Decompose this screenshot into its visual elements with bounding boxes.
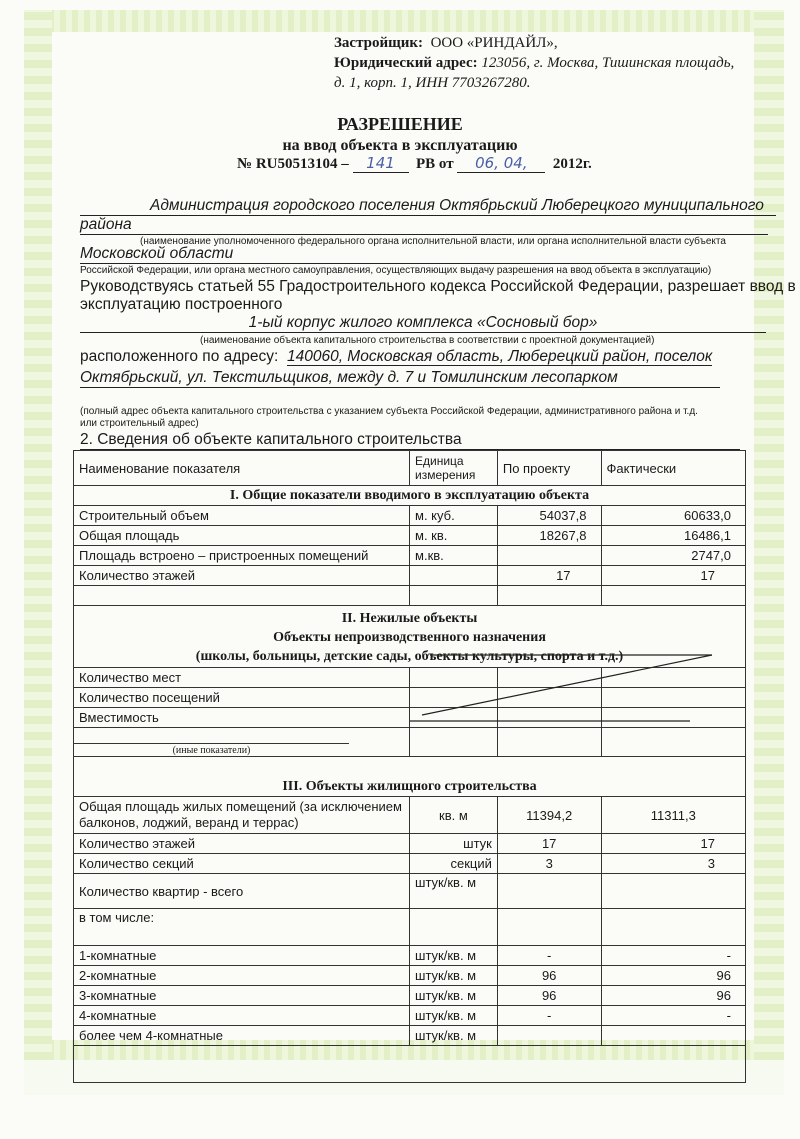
row-name: Общая площадь жилых помещений (за исключением балконов, лоджий, веранд и террас) [74,797,410,834]
object-address-line2: Октябрьский, ул. Текстильщиков, между д. 7 и Томилинским лесопарком [80,369,720,388]
authorization-paragraph-line2: эксплуатацию построенного [80,296,283,313]
row-unit: штук/кв. м [410,986,498,1006]
row-unit: штук/кв. м [410,946,498,966]
authority-line2: района [80,216,768,235]
row-name: в том числе: [74,909,410,946]
permit-number-handwritten: 141 [353,154,409,173]
row-project: 96 [497,966,601,986]
row-name: Количество мест [74,668,410,688]
object-name: 1-ый корпус жилого комплекса «Сосновый бор» [80,314,766,333]
row-name: более чем 4-комнатные [74,1026,410,1046]
row-project: - [497,946,601,966]
document-title: РАЗРЕШЕНИЕ [337,114,463,134]
header-indicator-name: Наименование показателя [74,451,410,486]
row-actual: 16486,1 [601,526,745,546]
row-name: Количество этажей [74,566,410,586]
object-name-caption: (наименование объекта капитального строительства в соответствии с проектной документацией) [200,335,655,346]
other-indicators-caption: (иные показатели) [172,745,251,756]
row-name: 2-комнатные [74,966,410,986]
row-name: Количество квартир - всего [74,874,410,909]
permit-rv-from: РВ от [416,156,454,172]
row-actual: 96 [601,986,745,1006]
row-name: 4-комнатные [74,1006,410,1026]
row-unit: м. куб. [410,506,498,526]
row-unit: кв. м [410,797,498,834]
row-project: 18267,8 [497,526,601,546]
row-name: Количество этажей [74,834,410,854]
row-actual: 17 [601,834,745,854]
row-name: Вместимость [74,708,410,728]
header-project: По проекту [497,451,601,486]
document-subtitle: на ввод объекта в эксплуатацию [282,137,518,154]
developer-address-line2: д. 1, корп. 1, ИНН 7703267280. [334,75,531,91]
row-actual: 17 [601,566,745,586]
row-project: 3 [497,854,601,874]
row-name: 3-комнатные [74,986,410,1006]
developer-address-line1: 123056, г. Москва, Тишинская площадь, [481,55,735,71]
object-address-label: расположенного по адресу: [80,348,279,365]
authority-caption2: Российской Федерации, или органа местного самоуправления, осуществляющих выдачу разрешения на ввод объекта в эксплуатацию) [80,265,712,276]
object-address-caption2: или строительный адрес) [80,418,199,429]
header-unit: Единица измерения [410,451,498,486]
row-unit: секций [410,854,498,874]
strike-diagonal-line [422,655,712,715]
row-project: 17 [497,834,601,854]
section-2-title-line2: Объекты непроизводственного назначения [273,630,546,645]
row-name: Количество посещений [74,688,410,708]
row-name: Строительный объем [74,506,410,526]
row-project: 54037,8 [497,506,601,526]
authority-line1: Администрация городского поселения Октябрьский Люберецкого муниципального [80,197,776,216]
developer-name: ООО «РИНДАЙЛ», [430,35,558,51]
row-actual: 11311,3 [601,797,745,834]
authority-line3: Московской области [80,245,700,264]
permit-date-handwritten: 06, 04, [457,154,545,173]
object-address-caption1: (полный адрес объекта капитального строительства с указанием субъекта Российской Федерации, административного района и т.д. [80,406,698,417]
section-2-title-line1: II. Нежилые объекты [341,611,478,626]
row-unit: м.кв. [410,546,498,566]
header-actual: Фактически [601,451,745,486]
row-name: Площадь встроено – пристроенных помещений [74,546,410,566]
row-actual: 3 [601,854,745,874]
row-project: 11394,2 [497,797,601,834]
permit-number-prefix: № RU50513104 – [237,156,349,172]
permit-year: 2012г. [552,156,592,172]
section-2-heading: 2. Сведения об объекте капитального строительства [80,431,740,450]
row-unit: м. кв. [410,526,498,546]
row-actual: - [601,1006,745,1026]
row-actual: 2747,0 [601,546,745,566]
row-name: Количество секций [74,854,410,874]
object-address-line1: 140060, Московская область, Люберецкий район, поселок [286,348,713,365]
row-name: 1-комнатные [74,946,410,966]
section-1-title: I. Общие показатели вводимого в эксплуатацию объекта [74,486,746,506]
authorization-paragraph-line1: Руководствуясь статьей 55 Градостроительного кодекса Российской Федерации, разрешает ввод в [80,278,796,295]
row-project: 96 [497,986,601,1006]
row-unit: штук/кв. м [410,966,498,986]
row-project: - [497,1006,601,1026]
authority-caption1: (наименование уполномоченного федерального органа исполнительной власти, или органа исполнительной власти субъекта [140,236,726,247]
developer-label: Застройщик: [334,35,424,51]
row-actual: 96 [601,966,745,986]
row-actual: 60633,0 [601,506,745,526]
section-3-title: III. Объекты жилищного строительства [74,777,746,797]
row-unit: штук/кв. м [410,1006,498,1026]
section-2-title-line3: (школы, больницы, детские сады, объекты культуры, спорта и т.д.) [195,649,624,664]
row-name: Общая площадь [74,526,410,546]
row-unit: штук/кв. м [410,1026,498,1046]
row-project: 17 [497,566,601,586]
row-unit: штук [410,834,498,854]
row-actual: - [601,946,745,966]
developer-address-label: Юридический адрес: [334,55,478,71]
row-unit: штук/кв. м [410,874,498,909]
